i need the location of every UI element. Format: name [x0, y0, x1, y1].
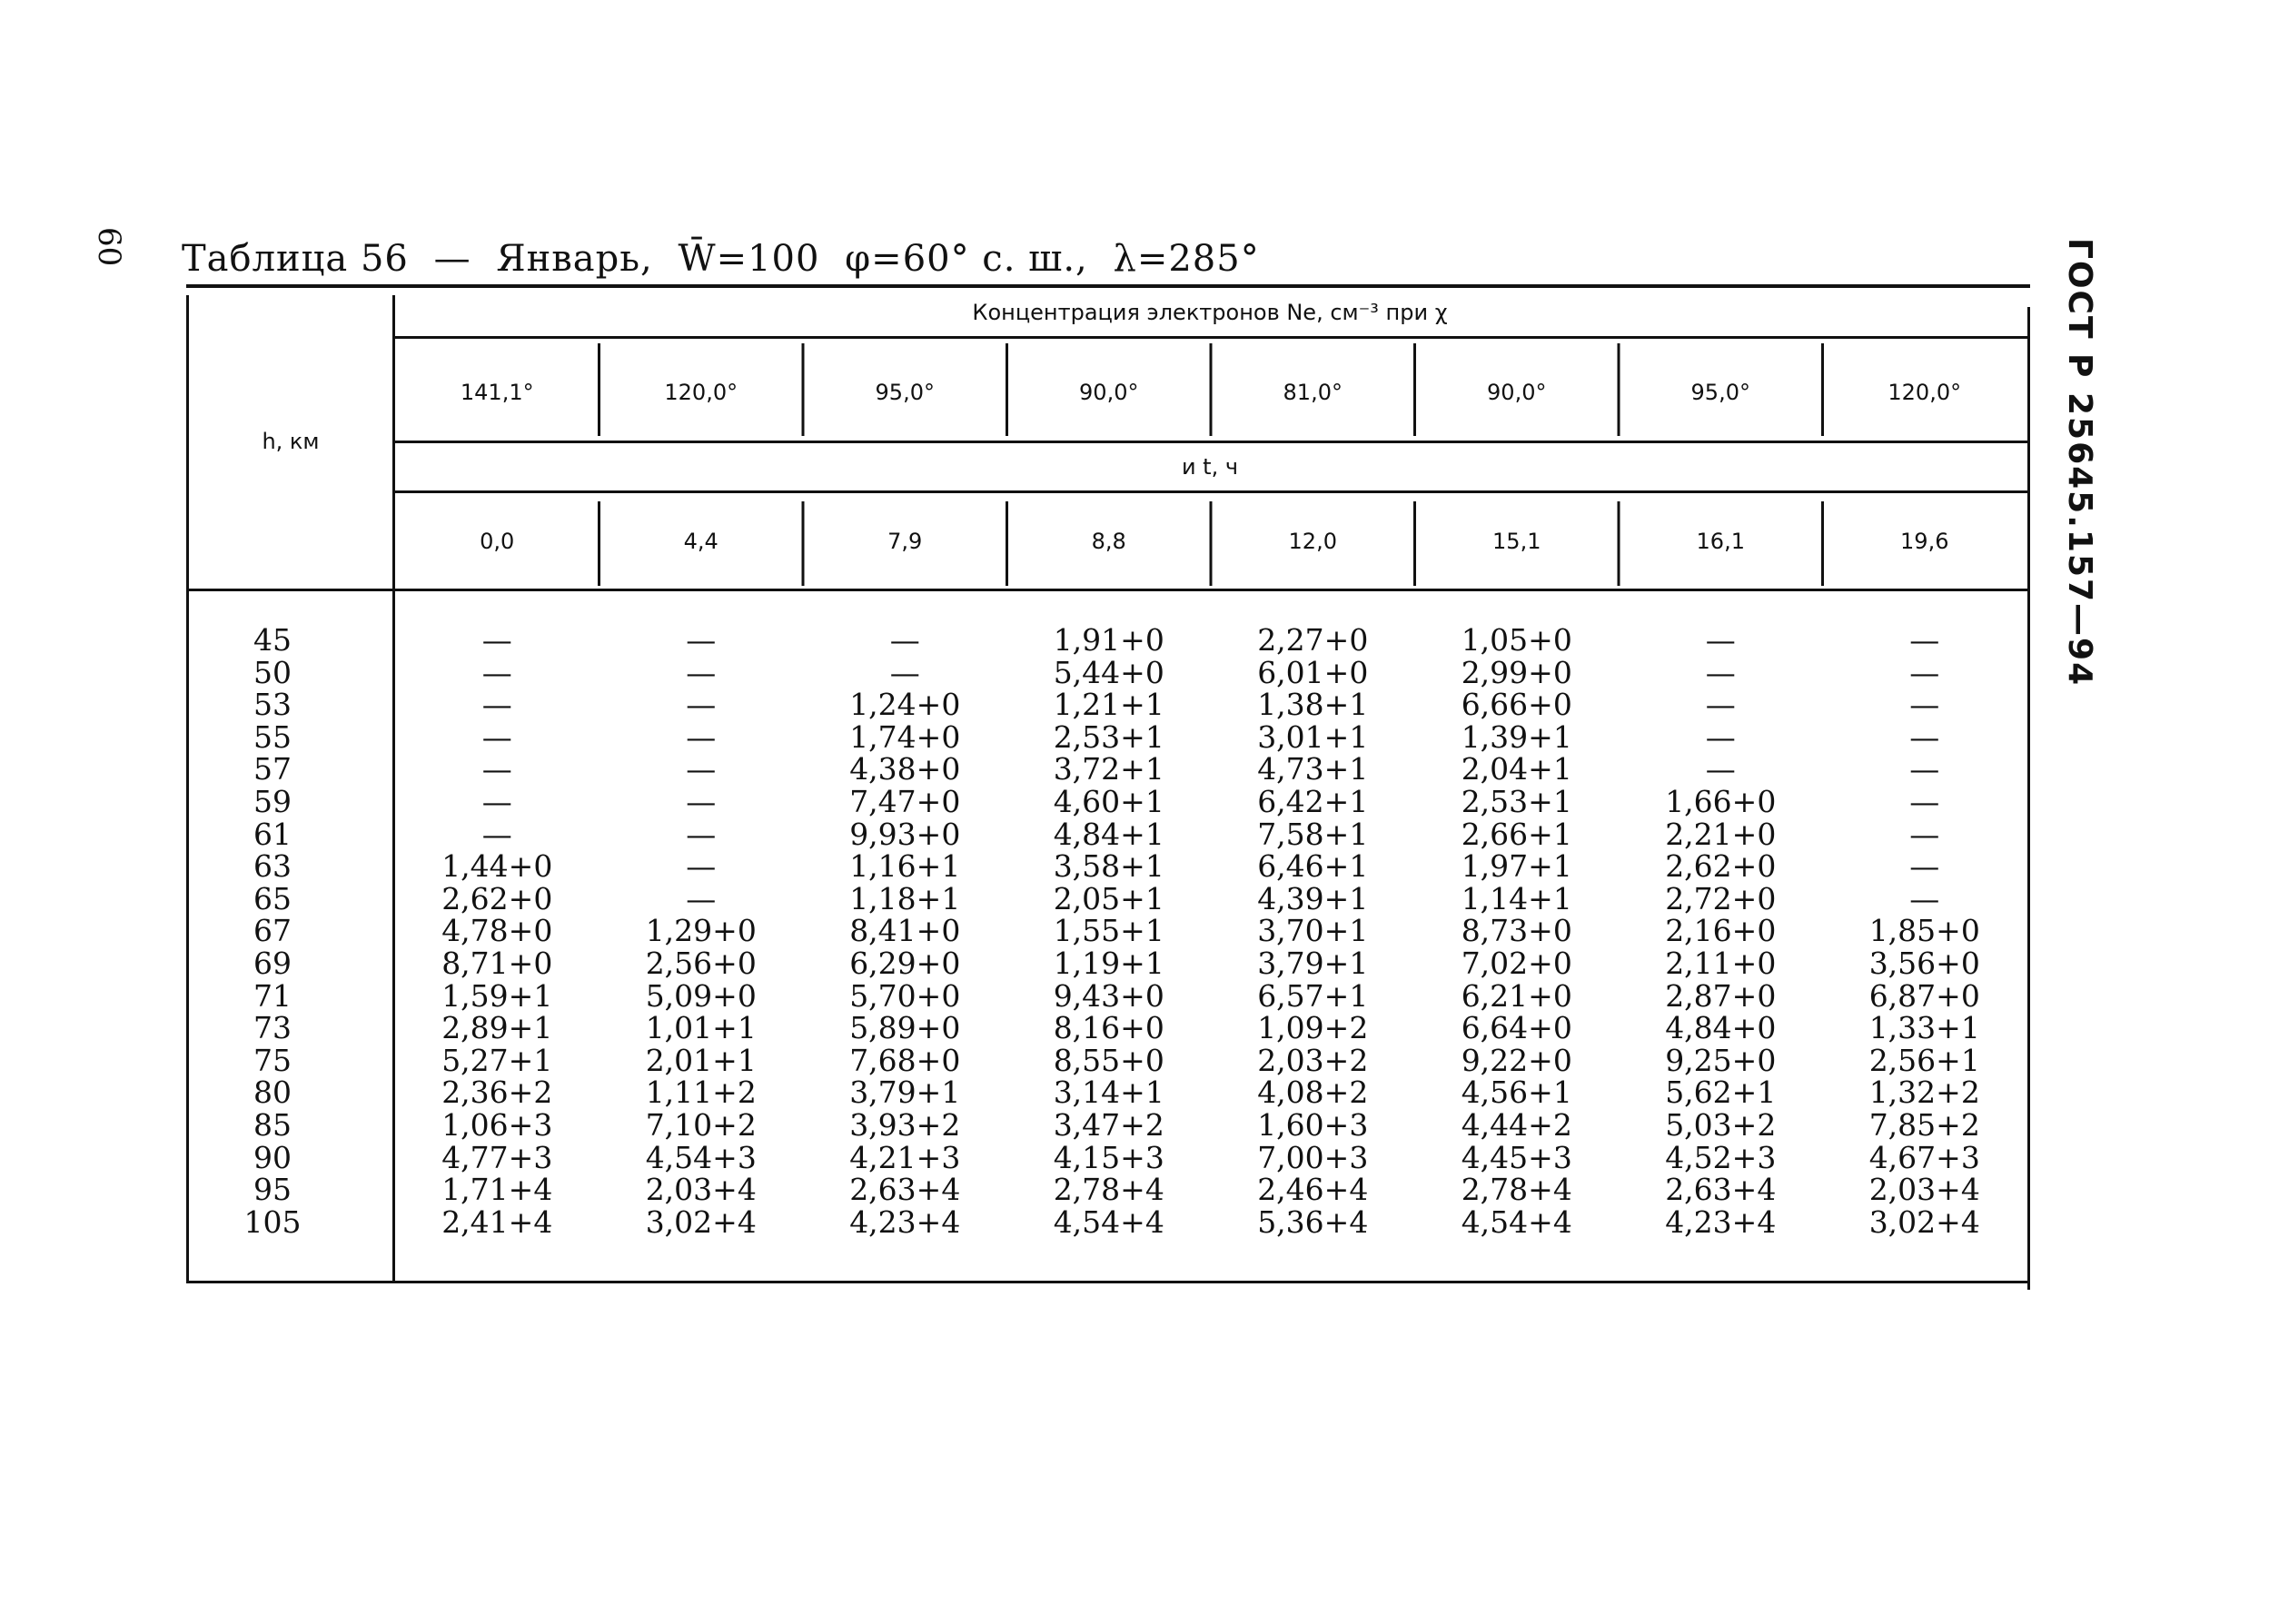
- header-rule-3: [392, 490, 2027, 493]
- table-cell: 2,03+4: [1868, 1172, 1980, 1208]
- t-value: 16,1: [1696, 529, 1745, 554]
- table-cell: 7,10+2: [645, 1107, 757, 1143]
- table-cell: 2,04+1: [1461, 751, 1572, 787]
- table-cell: 8,71+0: [441, 946, 553, 981]
- chi-value: 81,0°: [1283, 380, 1343, 405]
- table-cell: 4,78+0: [441, 913, 553, 949]
- table-cell: 5,09+0: [645, 977, 757, 1014]
- table-cell: —: [1705, 718, 1736, 755]
- table-cell: 2,56+1: [1868, 1042, 1980, 1078]
- height-value: 55: [253, 718, 292, 755]
- caption-label: Таблица 56: [182, 238, 409, 280]
- table-cell: —: [1909, 816, 1940, 852]
- height-value: 53: [253, 687, 292, 723]
- table-cell: 6,46+1: [1257, 848, 1369, 885]
- table-cell: 1,74+0: [849, 718, 961, 755]
- height-value: 63: [253, 848, 292, 885]
- height-value: 105: [243, 1203, 302, 1240]
- table-cell: 2,53+1: [1053, 718, 1164, 755]
- table-cell: 4,15+3: [1053, 1139, 1164, 1175]
- table-cell: 2,11+0: [1665, 946, 1777, 981]
- table-cell: 3,14+1: [1053, 1074, 1164, 1111]
- t-value: 8,8: [1091, 529, 1126, 554]
- table-cell: 8,55+0: [1053, 1042, 1164, 1078]
- caption-lambda: λ=285°: [1113, 238, 1260, 280]
- table-cell: 1,33+1: [1868, 1010, 1980, 1046]
- table-cell: 6,42+1: [1257, 784, 1369, 819]
- height-value: 59: [253, 784, 292, 819]
- table-cell: 4,73+1: [1257, 751, 1369, 787]
- table-cell: 7,85+2: [1868, 1107, 1980, 1143]
- table-cell: 1,44+0: [441, 848, 553, 885]
- table-cell: 2,03+2: [1257, 1042, 1369, 1078]
- height-value: 71: [253, 977, 292, 1014]
- table-cell: 9,22+0: [1461, 1042, 1572, 1078]
- table-cell: 4,38+0: [849, 751, 961, 787]
- table-cell: —: [481, 816, 512, 852]
- table-right-border: [2027, 307, 2030, 1290]
- table-cell: 1,24+0: [849, 687, 961, 723]
- gost-side-title: ГОСТ Р 25645.157—94: [2061, 238, 2098, 688]
- page-number: 60: [91, 227, 127, 267]
- table-cell: 2,87+0: [1665, 977, 1777, 1014]
- table-cell: 9,25+0: [1665, 1042, 1777, 1078]
- table-cell: 5,44+0: [1053, 654, 1164, 690]
- table-cell: —: [686, 784, 717, 819]
- table-cell: 2,62+0: [1665, 848, 1777, 885]
- chi-value: 90,0°: [1079, 380, 1139, 405]
- table-cell: —: [889, 654, 920, 690]
- table-cell: —: [481, 687, 512, 723]
- table-cell: 1,18+1: [849, 880, 961, 916]
- table-cell: 1,91+0: [1053, 622, 1164, 658]
- t-value: 15,1: [1492, 529, 1541, 554]
- table-cell: 1,11+2: [645, 1074, 757, 1111]
- table-cell: —: [1909, 880, 1940, 916]
- t-value: 4,4: [683, 529, 718, 554]
- table-cell: 2,78+4: [1461, 1172, 1572, 1208]
- table-cell: 2,63+4: [1665, 1172, 1777, 1208]
- height-value: 90: [253, 1139, 292, 1175]
- table-cell: —: [1909, 718, 1940, 755]
- caption-w: W̄=100: [678, 238, 820, 280]
- concentration-header: Концентрация электронов Ne, см⁻³ при χ: [972, 300, 1448, 325]
- table-cell: —: [686, 687, 717, 723]
- table-cell: —: [686, 718, 717, 755]
- height-value: 95: [253, 1172, 292, 1208]
- table-cell: 3,79+1: [1257, 946, 1369, 981]
- table-cell: 3,02+4: [1868, 1203, 1980, 1240]
- table-cell: 5,89+0: [849, 1010, 961, 1046]
- table-cell: —: [1909, 784, 1940, 819]
- table-cell: 2,89+1: [441, 1010, 553, 1046]
- table-cell: 4,84+1: [1053, 816, 1164, 852]
- table-cell: 2,66+1: [1461, 816, 1572, 852]
- table-cell: 1,14+1: [1461, 880, 1572, 916]
- table-cell: 3,70+1: [1257, 913, 1369, 949]
- table-cell: 3,01+1: [1257, 718, 1369, 755]
- table-cell: 1,71+4: [441, 1172, 553, 1208]
- table-cell: 3,58+1: [1053, 848, 1164, 885]
- table-cell: 4,54+3: [645, 1139, 757, 1175]
- height-value: 80: [253, 1074, 292, 1111]
- table-cell: 1,66+0: [1665, 784, 1777, 819]
- table-cell: 4,54+4: [1461, 1203, 1572, 1240]
- table-left-border: [186, 295, 189, 1281]
- table-cell: 8,73+0: [1461, 913, 1572, 949]
- table-cell: 2,72+0: [1665, 880, 1777, 916]
- table-cell: 1,06+3: [441, 1107, 553, 1143]
- height-value: 73: [253, 1010, 292, 1046]
- table-cell: 2,63+4: [849, 1172, 961, 1208]
- table-cell: 6,64+0: [1461, 1010, 1572, 1046]
- table-cell: 2,27+0: [1257, 622, 1369, 658]
- table-cell: —: [1705, 751, 1736, 787]
- header-rule-1: [392, 336, 2027, 339]
- table-cell: 1,97+1: [1461, 848, 1572, 885]
- chi-value: 95,0°: [1690, 380, 1750, 405]
- table-cell: —: [686, 654, 717, 690]
- table-cell: 1,55+1: [1053, 913, 1164, 949]
- table-cell: 3,02+4: [645, 1203, 757, 1240]
- table-cell: 8,41+0: [849, 913, 961, 949]
- table-cell: 7,47+0: [849, 784, 961, 819]
- table-cell: —: [686, 848, 717, 885]
- table-cell: 3,93+2: [849, 1107, 961, 1143]
- header-rule-2: [392, 441, 2027, 443]
- table-cell: 4,23+4: [849, 1203, 961, 1240]
- table-cell: —: [889, 622, 920, 658]
- header-bottom-rule: [186, 589, 2030, 591]
- table-cell: 4,77+3: [441, 1139, 553, 1175]
- table-cell: 5,03+2: [1665, 1107, 1777, 1143]
- time-header: и t, ч: [1181, 454, 1239, 480]
- height-value: 75: [253, 1042, 292, 1078]
- h-column-header: h, км: [262, 429, 320, 454]
- height-value: 67: [253, 913, 292, 949]
- table-cell: 3,72+1: [1053, 751, 1164, 787]
- table-cell: 2,01+1: [645, 1042, 757, 1078]
- t-value: 12,0: [1288, 529, 1337, 554]
- table-cell: 2,05+1: [1053, 880, 1164, 916]
- chi-value: 141,1°: [460, 380, 534, 405]
- table-caption: [182, 238, 1273, 280]
- table-cell: 3,56+0: [1868, 946, 1980, 981]
- table-cell: 2,62+0: [441, 880, 553, 916]
- table-cell: 7,58+1: [1257, 816, 1369, 852]
- table-cell: 1,09+2: [1257, 1010, 1369, 1046]
- t-value: 19,6: [1900, 529, 1949, 554]
- table-cell: —: [481, 784, 512, 819]
- table-cell: 1,85+0: [1868, 913, 1980, 949]
- table-cell: —: [481, 622, 512, 658]
- table-cell: 5,70+0: [849, 977, 961, 1014]
- table-cell: 5,62+1: [1665, 1074, 1777, 1111]
- height-value: 50: [253, 654, 292, 690]
- table-cell: 4,84+0: [1665, 1010, 1777, 1046]
- table-cell: 4,67+3: [1868, 1139, 1980, 1175]
- chi-value: 90,0°: [1487, 380, 1547, 405]
- table-cell: —: [1909, 751, 1940, 787]
- caption-dash: —: [433, 238, 471, 280]
- height-value: 57: [253, 751, 292, 787]
- chi-value: 120,0°: [664, 380, 738, 405]
- table-cell: —: [1909, 654, 1940, 690]
- table-cell: —: [686, 622, 717, 658]
- table-cell: 6,01+0: [1257, 654, 1369, 690]
- table-cell: 2,03+4: [645, 1172, 757, 1208]
- table-bottom-rule: [186, 1281, 2030, 1283]
- table-cell: 1,21+1: [1053, 687, 1164, 723]
- table-cell: 4,45+3: [1461, 1139, 1572, 1175]
- table-cell: 1,59+1: [441, 977, 553, 1014]
- height-value: 85: [253, 1107, 292, 1143]
- table-cell: 4,60+1: [1053, 784, 1164, 819]
- table-cell: 2,78+4: [1053, 1172, 1164, 1208]
- table-cell: 1,19+1: [1053, 946, 1164, 981]
- table-cell: —: [1705, 654, 1736, 690]
- table-cell: 9,93+0: [849, 816, 961, 852]
- t-value: 0,0: [480, 529, 515, 554]
- table-cell: 2,16+0: [1665, 913, 1777, 949]
- table-cell: 2,36+2: [441, 1074, 553, 1111]
- table-cell: 6,66+0: [1461, 687, 1572, 723]
- caption-month: Январь,: [496, 238, 653, 280]
- table-cell: 3,47+2: [1053, 1107, 1164, 1143]
- table-cell: 6,57+1: [1257, 977, 1369, 1014]
- table-cell: 1,01+1: [645, 1010, 757, 1046]
- table-cell: 4,21+3: [849, 1139, 961, 1175]
- table-cell: 1,05+0: [1461, 622, 1572, 658]
- chi-value: 120,0°: [1888, 380, 1962, 405]
- table-cell: —: [481, 751, 512, 787]
- table-cell: —: [686, 751, 717, 787]
- table-cell: 4,54+4: [1053, 1203, 1164, 1240]
- table-cell: 2,99+0: [1461, 654, 1572, 690]
- table-cell: 1,39+1: [1461, 718, 1572, 755]
- table-cell: —: [1705, 687, 1736, 723]
- table-cell: —: [686, 880, 717, 916]
- table-cell: 4,44+2: [1461, 1107, 1572, 1143]
- table-cell: 7,02+0: [1461, 946, 1572, 981]
- t-value: 7,9: [887, 529, 923, 554]
- table-cell: 9,43+0: [1053, 977, 1164, 1014]
- table-cell: 2,46+4: [1257, 1172, 1369, 1208]
- table-cell: 2,56+0: [645, 946, 757, 981]
- table-cell: —: [1909, 687, 1940, 723]
- table-cell: 4,08+2: [1257, 1074, 1369, 1111]
- table-cell: 2,53+1: [1461, 784, 1572, 819]
- table-cell: —: [1909, 848, 1940, 885]
- table-cell: 5,27+1: [441, 1042, 553, 1078]
- table-top-rule: [186, 284, 2030, 288]
- table-cell: 8,16+0: [1053, 1010, 1164, 1046]
- table-cell: 1,38+1: [1257, 687, 1369, 723]
- table-cell: —: [1705, 622, 1736, 658]
- table-cell: 6,21+0: [1461, 977, 1572, 1014]
- table-cell: 7,00+3: [1257, 1139, 1369, 1175]
- table-cell: —: [1909, 622, 1940, 658]
- chi-value: 95,0°: [875, 380, 935, 405]
- height-value: 69: [253, 946, 292, 981]
- table-cell: —: [686, 816, 717, 852]
- table-cell: 1,16+1: [849, 848, 961, 885]
- height-value: 45: [253, 622, 292, 658]
- table-cell: 4,56+1: [1461, 1074, 1572, 1111]
- table-cell: 1,60+3: [1257, 1107, 1369, 1143]
- table-cell: 5,36+4: [1257, 1203, 1369, 1240]
- table-cell: 7,68+0: [849, 1042, 961, 1078]
- table-cell: 4,39+1: [1257, 880, 1369, 916]
- table-cell: —: [481, 718, 512, 755]
- table-cell: —: [481, 654, 512, 690]
- table-cell: 6,87+0: [1868, 977, 1980, 1014]
- table-cell: 3,79+1: [849, 1074, 961, 1111]
- height-value: 65: [253, 880, 292, 916]
- table-cell: 6,29+0: [849, 946, 961, 981]
- table-cell: 4,23+4: [1665, 1203, 1777, 1240]
- table-cell: 2,21+0: [1665, 816, 1777, 852]
- table-cell: 1,32+2: [1868, 1074, 1980, 1111]
- table-cell: 1,29+0: [645, 913, 757, 949]
- table-cell: 4,52+3: [1665, 1139, 1777, 1175]
- table-cell: 2,41+4: [441, 1203, 553, 1240]
- caption-phi: φ=60° с. ш.,: [845, 238, 1088, 280]
- height-value: 61: [253, 816, 292, 852]
